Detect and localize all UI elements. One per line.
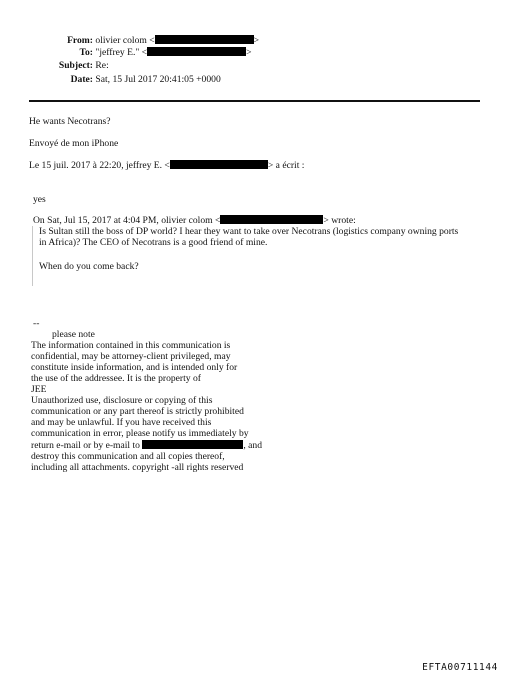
please-note: please note: [52, 329, 95, 340]
redaction-box: [170, 160, 268, 169]
disclaimer-email-line: [31, 440, 262, 451]
disclaimer-line: destroy this communication and all copies thereof,: [31, 451, 225, 462]
header-divider: [29, 100, 480, 102]
to-close: >: [246, 47, 252, 58]
attribution-fr-end: > a écrit :: [267, 160, 305, 171]
disclaimer-line: the use of the addressee. It is the property of: [31, 373, 201, 384]
date-label: Date:: [70, 74, 93, 85]
subject-value: Re:: [95, 60, 109, 71]
from-value: olivier colom <: [95, 35, 155, 46]
attribution-fr: [29, 160, 304, 171]
email-line-start: return e-mail or by e-mail to: [31, 440, 140, 451]
redaction-box: [155, 35, 254, 44]
attribution-en: [33, 215, 356, 226]
redaction-box: [142, 440, 243, 449]
disclaimer-line: including all attachments. copyright -all rights reserved: [31, 462, 244, 473]
disclaimer-line: constitute inside information, and is intended only for: [31, 362, 238, 373]
to-label: To:: [79, 47, 93, 58]
from-label: From:: [67, 35, 93, 46]
quoted-line-2: in Africa)? The CEO of Necotrans is a good friend of mine.: [39, 237, 268, 248]
date-row: [45, 74, 221, 85]
attribution-fr-start: Le 15 juil. 2017 à 22:20, jeffrey E. <: [29, 160, 170, 171]
quoted-line-3: When do you come back?: [39, 261, 139, 272]
subject-row: [45, 60, 109, 71]
body-line-2: Envoyé de mon iPhone: [29, 138, 119, 149]
document-id: EFTA00711144: [422, 662, 498, 673]
body-line-1: He wants Necotrans?: [29, 116, 111, 127]
redaction-box: [147, 47, 246, 56]
from-row: [45, 35, 259, 46]
email-line-end: , and: [243, 440, 263, 451]
to-value: "jeffrey E." <: [95, 47, 148, 58]
disclaimer-line: The information contained in this communication is: [31, 340, 231, 351]
redaction-box: [220, 215, 323, 224]
quote-bar: [32, 226, 33, 286]
subject-label: Subject:: [58, 60, 93, 71]
attribution-en-end: > wrote:: [323, 215, 356, 226]
from-close: >: [253, 35, 260, 46]
signature-dashes: --: [33, 318, 40, 329]
disclaimer-line: confidential, may be attorney-client privileged, may: [31, 351, 231, 362]
to-row: [45, 47, 252, 58]
quoted-line-1: Is Sultan still the boss of DP world? I hear they want to take over Necotrans (logistics company owning ports: [39, 226, 459, 237]
date-value: Sat, 15 Jul 2017 20:41:05 +0000: [95, 74, 221, 85]
disclaimer-line: communication in error, please notify us immediately by: [31, 428, 249, 439]
disclaimer-line: and may be unlawful. If you have received this: [31, 417, 212, 428]
disclaimer-line: communication or any part thereof is strictly prohibited: [31, 406, 244, 417]
reply-yes: yes: [33, 194, 46, 205]
attribution-en-start: On Sat, Jul 15, 2017 at 4:04 PM, olivier colom <: [33, 215, 221, 226]
disclaimer-line: JEE: [31, 384, 47, 395]
disclaimer-line: Unauthorized use, disclosure or copying of this: [31, 395, 213, 406]
